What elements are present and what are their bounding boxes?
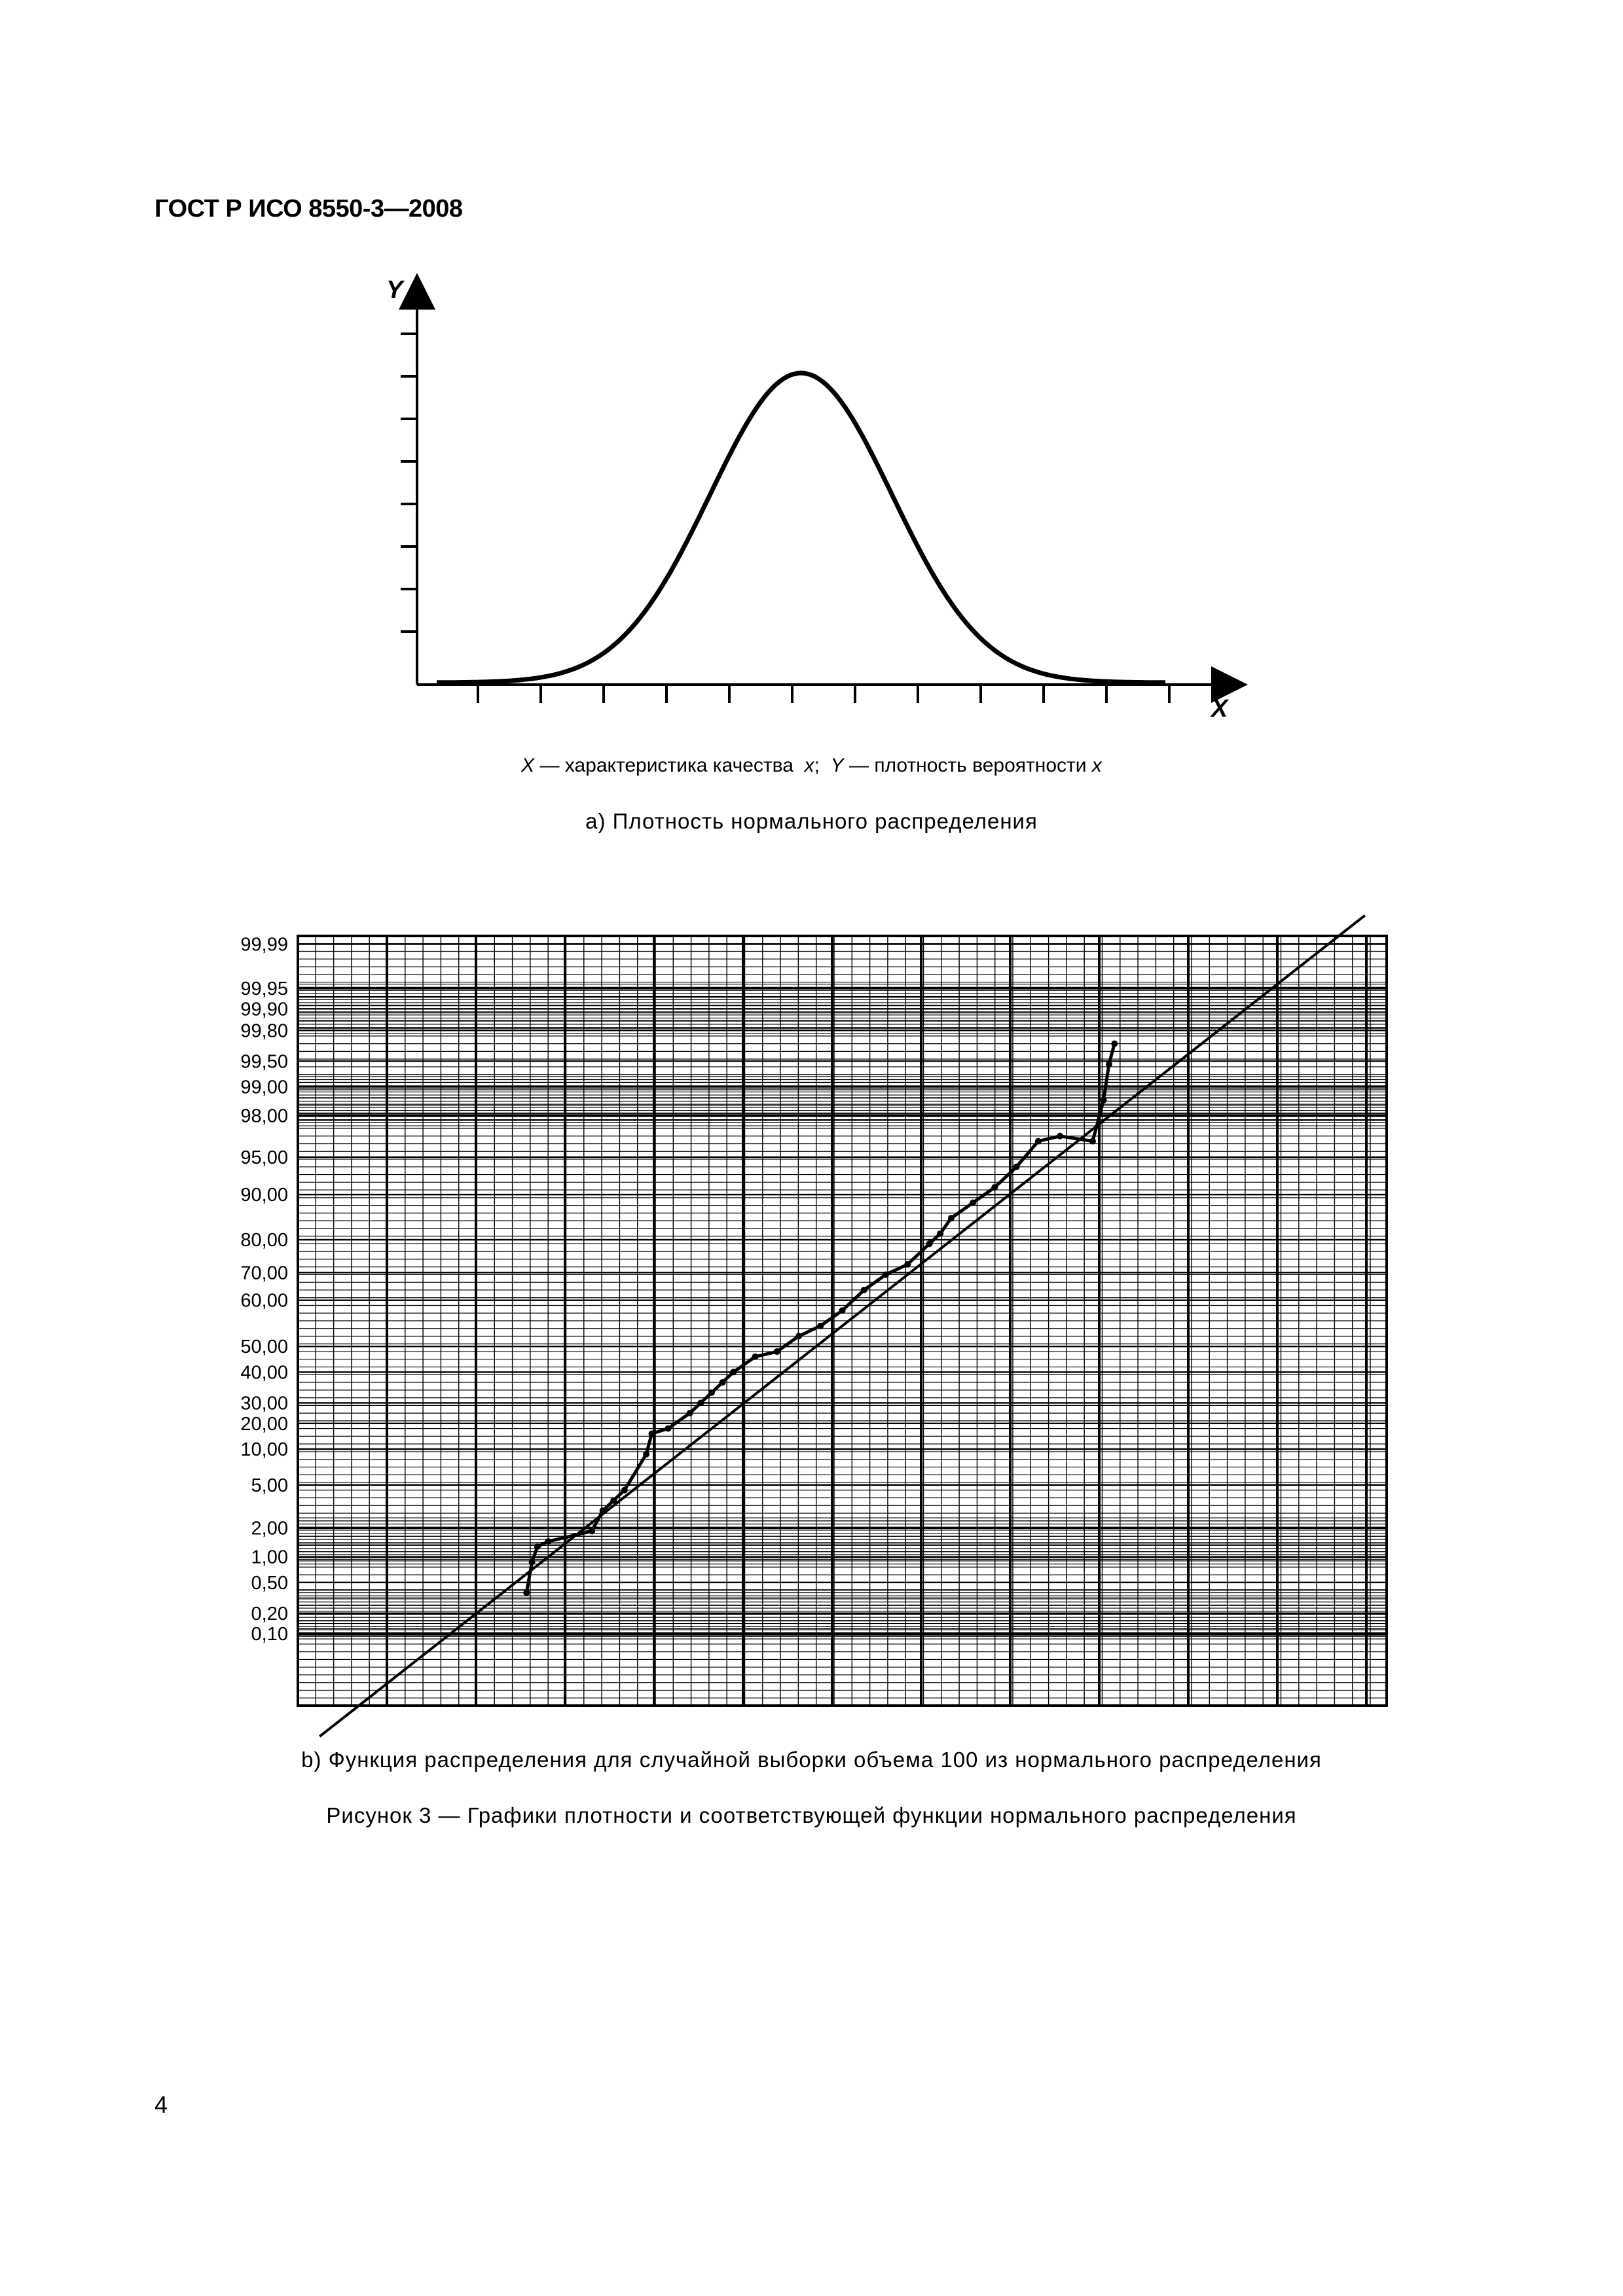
data-point bbox=[730, 1369, 737, 1375]
y-tick-label: 0,50 bbox=[251, 1572, 288, 1594]
data-point bbox=[1101, 1097, 1107, 1103]
density-curve bbox=[437, 373, 1165, 683]
density-chart bbox=[0, 0, 1623, 720]
data-point bbox=[534, 1543, 541, 1550]
data-point bbox=[774, 1348, 780, 1355]
data-point bbox=[687, 1410, 693, 1416]
data-point bbox=[839, 1307, 846, 1314]
y-tick-label: 30,00 bbox=[240, 1393, 288, 1414]
plot-frame bbox=[298, 936, 1387, 1706]
document-header: ГОСТ Р ИСО 8550-3—2008 bbox=[155, 195, 463, 223]
page-number: 4 bbox=[155, 2091, 168, 2118]
data-point bbox=[861, 1287, 867, 1293]
data-point bbox=[610, 1497, 617, 1503]
data-point bbox=[752, 1354, 758, 1360]
data-point bbox=[970, 1200, 976, 1206]
y-tick-label: 99,99 bbox=[240, 934, 288, 956]
data-point bbox=[697, 1399, 704, 1406]
data-point bbox=[1089, 1138, 1096, 1145]
figure-b-caption: b) Функция распределения для случайной выборки объема 100 из нормального распределения bbox=[301, 1748, 1322, 1772]
y-tick-label: 0,10 bbox=[251, 1624, 288, 1645]
data-point bbox=[621, 1487, 628, 1494]
y-tick-label: 2,00 bbox=[251, 1518, 288, 1539]
empirical-line bbox=[526, 1044, 1114, 1593]
data-point bbox=[589, 1528, 595, 1534]
legend-y-symbol: Y bbox=[830, 755, 844, 776]
legend-x-var: x bbox=[804, 755, 814, 776]
y-tick-label: 5,00 bbox=[251, 1475, 288, 1496]
y-tick-label: 20,00 bbox=[240, 1413, 288, 1435]
data-point bbox=[883, 1271, 889, 1278]
legend-sep: ; bbox=[814, 755, 831, 776]
data-point bbox=[904, 1261, 911, 1268]
data-point bbox=[643, 1451, 649, 1458]
legend-y-var: x bbox=[1091, 755, 1102, 776]
data-point bbox=[1035, 1138, 1042, 1145]
probability-grid bbox=[298, 936, 1387, 1706]
data-point bbox=[529, 1558, 536, 1565]
y-tick-label: 99,80 bbox=[240, 1020, 288, 1042]
legend-x-symbol: X bbox=[521, 755, 535, 776]
data-point bbox=[1106, 1061, 1112, 1067]
probability-tick-labels bbox=[240, 935, 288, 1645]
y-tick-label: 99,50 bbox=[240, 1051, 288, 1073]
data-point bbox=[817, 1323, 824, 1329]
data-point bbox=[665, 1426, 671, 1432]
y-tick-label: 99,00 bbox=[240, 1077, 288, 1098]
empirical-points bbox=[523, 1041, 1118, 1596]
x-axis-ticks bbox=[478, 685, 1169, 703]
data-point bbox=[1013, 1164, 1020, 1170]
y-tick-label: 10,00 bbox=[240, 1439, 288, 1460]
y-axis-ticks bbox=[401, 334, 417, 632]
data-point bbox=[720, 1379, 726, 1386]
figure-caption: Рисунок 3 — Графики плотности и соответствующей функции нормального распределения bbox=[326, 1803, 1297, 1827]
y-tick-label: 0,20 bbox=[251, 1603, 288, 1624]
data-point bbox=[600, 1507, 606, 1514]
data-point bbox=[937, 1230, 943, 1237]
y-tick-label: 98,00 bbox=[240, 1105, 288, 1127]
data-point bbox=[1057, 1133, 1063, 1139]
y-tick-label: 1,00 bbox=[251, 1547, 288, 1568]
fitted-line bbox=[319, 916, 1364, 1736]
y-tick-label: 80,00 bbox=[240, 1230, 288, 1251]
data-point bbox=[523, 1590, 530, 1596]
y-tick-label: 40,00 bbox=[240, 1362, 288, 1384]
figure-a-caption: а) Плотность нормального распределения bbox=[585, 809, 1038, 833]
y-axis-label: Y bbox=[386, 276, 403, 304]
y-tick-label: 99,90 bbox=[240, 999, 288, 1020]
legend-x-text: — характеристика качества bbox=[534, 755, 805, 776]
figure-a-legend bbox=[0, 755, 1623, 777]
legend-y-text: — плотность вероятности bbox=[843, 755, 1092, 776]
data-point bbox=[708, 1390, 715, 1396]
data-point bbox=[648, 1430, 655, 1437]
y-tick-label: 95,00 bbox=[240, 1147, 288, 1168]
y-tick-label: 99,95 bbox=[240, 978, 288, 999]
data-point bbox=[545, 1538, 551, 1545]
data-point bbox=[795, 1333, 802, 1340]
data-point bbox=[991, 1184, 998, 1191]
data-point bbox=[948, 1215, 955, 1221]
y-tick-label: 70,00 bbox=[240, 1263, 288, 1284]
data-point bbox=[1111, 1041, 1118, 1047]
y-tick-label: 50,00 bbox=[240, 1336, 288, 1358]
y-tick-label: 90,00 bbox=[240, 1185, 288, 1206]
x-axis-label: X bbox=[1211, 695, 1228, 720]
y-tick-label: 60,00 bbox=[240, 1290, 288, 1312]
data-point bbox=[926, 1240, 933, 1247]
